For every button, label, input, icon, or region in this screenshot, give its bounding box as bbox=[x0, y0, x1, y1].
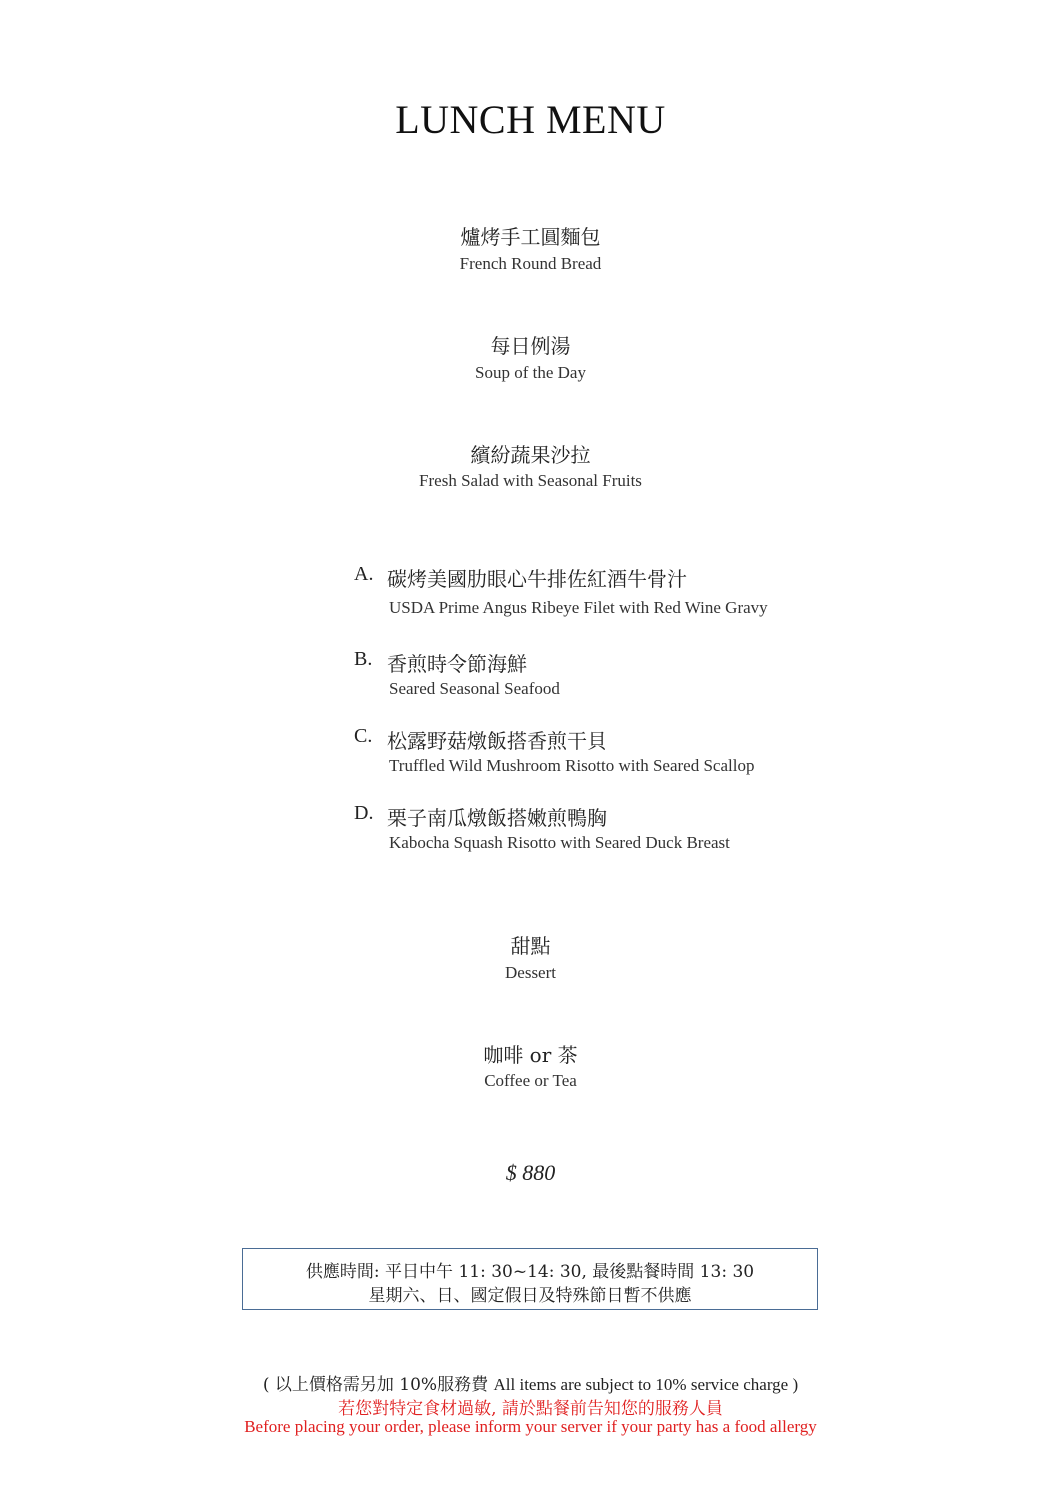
service-unavailable-line: 星期六、日、國定假日及特殊節日暫不供應 bbox=[368, 1286, 692, 1306]
main-course-zh: 碳烤美國肋眼心牛排佐紅酒牛骨汁 bbox=[387, 567, 687, 591]
main-course-en: Kabocha Squash Risotto with Seared Duck Breast bbox=[389, 833, 730, 852]
service-hours-box bbox=[242, 1248, 818, 1310]
course-soup-zh: 每日例湯 bbox=[490, 334, 571, 358]
allergy-warning-en: Before placing your order, please inform your server if your party has a food allergy bbox=[244, 1417, 817, 1436]
main-course-en: Seared Seasonal Seafood bbox=[389, 679, 560, 698]
course-salad-zh: 繽紛蔬果沙拉 bbox=[470, 443, 591, 467]
service-charge-zh: ( 以上價格需另加 10%服務費 bbox=[262, 1375, 489, 1395]
drink-zh: 咖啡 or 茶 bbox=[483, 1043, 578, 1067]
main-course-letter: A. bbox=[354, 563, 374, 585]
service-hours-line: 供應時間: 平日中午 11: 30~14: 30, 最後點餐時間 13: 30 bbox=[305, 1262, 755, 1282]
dessert-en: Dessert bbox=[505, 963, 556, 982]
main-course-letter: B. bbox=[354, 648, 373, 670]
service-charge-en: All items are subject to 10% service charge ) bbox=[493, 1375, 799, 1394]
dessert-zh: 甜點 bbox=[510, 934, 551, 958]
main-course-zh: 松露野菇燉飯搭香煎干貝 bbox=[387, 729, 607, 753]
main-course-en: USDA Prime Angus Ribeye Filet with Red Wine Gravy bbox=[389, 598, 768, 617]
main-course-letter: D. bbox=[354, 802, 374, 824]
main-course-en: Truffled Wild Mushroom Risotto with Seared Scallop bbox=[389, 756, 755, 775]
course-bread-en: French Round Bread bbox=[459, 254, 602, 273]
course-salad-en: Fresh Salad with Seasonal Fruits bbox=[419, 471, 642, 490]
main-course-letter: C. bbox=[354, 725, 373, 747]
drink-en: Coffee or Tea bbox=[484, 1071, 577, 1090]
main-course-zh: 栗子南瓜燉飯搭嫩煎鴨胸 bbox=[387, 806, 607, 830]
page-title: LUNCH MENU bbox=[395, 97, 666, 142]
course-soup-en: Soup of the Day bbox=[475, 363, 586, 382]
course-bread-zh: 爐烤手工圓麵包 bbox=[460, 225, 601, 249]
main-course-zh: 香煎時令節海鮮 bbox=[387, 652, 527, 676]
allergy-warning-zh: 若您對特定食材過敏, 請於點餐前告知您的服務人員 bbox=[338, 1399, 723, 1419]
service-charge-note bbox=[0, 1370, 1061, 1395]
set-price: $ 880 bbox=[505, 1160, 556, 1185]
